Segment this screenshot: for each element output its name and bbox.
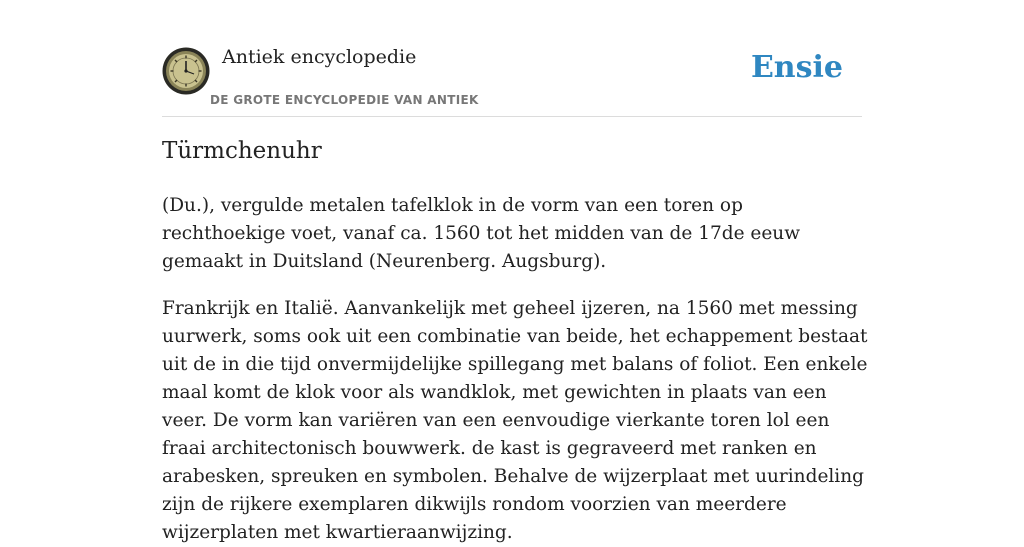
clock-icon[interactable] xyxy=(162,47,210,95)
site-header xyxy=(162,40,862,117)
site-subtitle: DE GROTE ENCYCLOPEDIE VAN ANTIEK xyxy=(210,93,479,107)
site-title[interactable]: Antiek encyclopedie xyxy=(222,46,417,68)
article-title: Türmchenuhr xyxy=(162,138,322,164)
brand-logo[interactable]: Ensie xyxy=(750,50,843,85)
article-paragraph: Frankrijk en Italië. Aanvankelijk met geheel ijzeren, na 1560 met messing uurwerk, soms ook uit een combinatie van beide, het echappement bestaat uit de in die tijd onvermijdelijke spillegang met balans of foliot. Een enkele maal komt de klok voor als wandklok, met gewichten in plaats van een veer. De vorm kan variëren van een eenvoudige vierkante toren lol een fraai architectonisch bouwwerk. de kast is gegraveerd met ranken en arabesken, spreuken en symbolen. Behalve de wijzerplaat met uurindeling zijn de rijkere exemplaren dikwijls rondom voorzien van meerdere wijzerplaten met kwartieraanwijzing. xyxy=(162,298,868,543)
article-paragraph: (Du.), vergulde metalen tafelklok in de vorm van een toren op rechthoekige voet, vanaf ca. 1560 tot het midden van de 17de eeuw gemaakt in Duitsland (Neurenberg. Augsburg). xyxy=(162,195,801,272)
